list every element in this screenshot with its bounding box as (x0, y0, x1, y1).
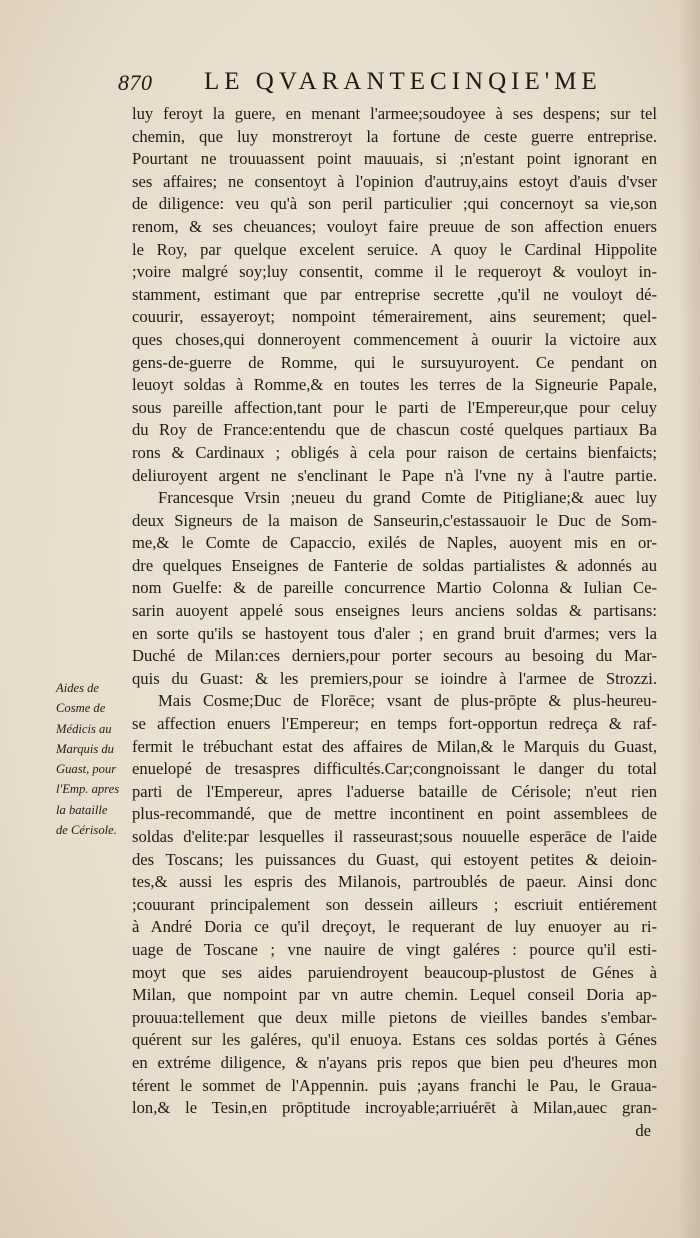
margin-note-line: Aides de (56, 681, 100, 695)
margin-note-line: Cosme de (56, 701, 106, 716)
text-line: plus-recommandé, que de mettre incontinent en point assemblees de (132, 804, 657, 824)
text-line: quérent sur les galéres, qu'il enuoya. Estans ces soldas portés à Génes (132, 1030, 657, 1050)
text-line: soldas d'elite:par lesquelles il rasseurast;sous nouuelle esperāce de l'aide (132, 827, 657, 846)
text-line: à André Doria ce qu'il dreçoyt, le requerant de luy enuoyer au ri- (132, 917, 657, 937)
text-line: en sorte qu'ils se hastoyent tous d'aler ; en grand bruit d'armes; vers la (132, 623, 657, 643)
text-line: térent le sommet de l'Appennin. puis ;ayans franchi le Pau, le Graua- (132, 1075, 657, 1095)
text-line: dre quelques Enseignes de Fanterie de soldas partialistes & adonnés au (132, 555, 657, 575)
text-line: ses affaires; ne consentoyt à l'opinion d'autruy,ains estoyt d'auis d'vser (132, 171, 657, 191)
page-number: 870 (118, 70, 153, 95)
text-line: lon,& le Tesin,en prōptitude incroyable;arriuérēt à Milan,auec gran- (132, 1098, 657, 1118)
text-line: couurir, essayeroyt; nompoint témerairement, ains seurement; quel- (132, 307, 657, 327)
margin-note (56, 678, 136, 840)
text-line: fermit le trébuchant estat des affaires de Milan,& le Marquis du Guast, (132, 736, 657, 756)
text-line: Pourtant ne trouuassent point mauuais, si ;n'estant point ignorant en (132, 149, 657, 169)
text-line: Francesque Vrsin ;neueu du grand Comte de Pitigliane;& auec luy (158, 488, 657, 508)
text-line: Mais Cosme;Duc de Florēce; vsant de plus-prōpte & plus-heureu- (158, 691, 657, 711)
text-line: des Toscans; les puissances du Guast, qui estoyent petites & deioin- (132, 849, 657, 869)
text-line: leuoyt soldas à Romme,& en toutes les terres de la Signeurie Papale, (132, 375, 657, 395)
text-line: le Roy, par quelque excelent seruice. A quoy le Cardinal Hippolite (132, 239, 657, 259)
margin-note-line: l'Emp. apres (56, 782, 120, 797)
body-text (132, 103, 657, 1142)
text-line: gens-de-guerre de Romme, qui le sursuyuroyent. Ce pendant on (132, 352, 657, 372)
margin-note-line: Marquis du (56, 741, 114, 756)
text-line: en extréme diligence, & n'ayans pris repos que bien peu d'heures mon (132, 1052, 657, 1072)
text-line: de diligence: veu qu'à son peril particulier ;qui concernoyt sa vie,son (132, 194, 657, 214)
text-line: ques choses,qui donneroyent commencement à ouurir la victoire aux (132, 329, 657, 349)
margin-note-line: la bataille (56, 802, 108, 817)
running-head: LE QVARANTECINQIE'ME (204, 68, 602, 95)
text-line: moyt que ses aides paruiendroyent beaucoup-plustost de Génes à (132, 962, 657, 982)
text-line: se affection enuers l'Empereur; en temps fort-opportun redreça & raf- (132, 714, 657, 734)
text-line: du Roy de France:entendu que de chascun costé quelques partiaux Ba (132, 420, 657, 440)
text-line: ;voire malgré soy;luy consentit, comme il le requeroyt & vouloyt in- (132, 262, 657, 282)
text-line: rons & Cardinaux ; obligés à cela pour raison de certains bienfaicts; (132, 442, 657, 462)
text-line: enuelopé de tresaspres difficultés.Car;congnoissant le danger du total (132, 759, 657, 779)
text-line: Duché de Milan:ces derniers,pour porter secours au besoing du Mar- (132, 646, 657, 666)
text-line: quis du Guast: & les premiers,pour se ioindre à l'armee de Strozzi. (132, 668, 657, 688)
text-line: me,& le Comte de Capaccio, exilés de Naples, auoyent mis en or- (132, 533, 657, 553)
text-line: deux Signeurs de la maison de Sanseurin,c'estassauoir le Duc de Som- (132, 510, 657, 530)
margin-note-line: de Cérisole. (56, 823, 117, 838)
text-line: sarin auoyent appelé sous enseignes leurs anciens soldas & partisans: (132, 601, 657, 621)
text-line: nom Guelfe: & de pareille concurrence Martio Colonna & Iulian Ce- (132, 578, 657, 598)
text-line: luy feroyt la guere, en menant l'armee;soudoyee à ses despens; sur tel (132, 104, 657, 123)
catchword: de (635, 1120, 651, 1140)
page-header (118, 68, 678, 102)
text-line: prouua:tellement que deux mille pietons de vieilles bandes s'embar- (132, 1007, 657, 1027)
text-line: Milan, que nompoint par vn autre chemin. Lequel conseil Doria ap- (132, 985, 657, 1005)
text-line: renom, & ses cheuances; vouloyt faire preuue de son affection enuers (132, 216, 657, 236)
text-line: ;couurant principalement son dessein ailleurs ; escriuit entiérement (132, 894, 657, 914)
text-line: tes,& aussi les espris des Milanois, partroublés de paeur. Ainsi donc (132, 872, 657, 892)
text-line: stamment, estimant que par entreprise secrette ,qu'il ne vouloyt dé- (132, 284, 657, 304)
margin-note-line: Guast, pour (56, 762, 117, 777)
text-line: sous pareille affection,tant pour le parti de l'Empereur,que pour celuy (132, 397, 657, 417)
text-line: deliuroyent argent ne s'enclinant le Pape n'à l'vne ny à l'autre partie. (132, 465, 657, 485)
page-edge-shadow (678, 0, 700, 1238)
text-line: parti de l'Empereur, apres l'aduerse bataille de Cérisole; n'eut rien (132, 781, 657, 801)
text-line: chemin, que luy monstreroyt la fortune de ceste guerre entreprise. (132, 126, 657, 146)
text-line: uage de Toscane ; vne nauire de vingt galéres : pource qu'il esti- (132, 939, 657, 959)
margin-note-line: Médicis au (56, 721, 112, 736)
